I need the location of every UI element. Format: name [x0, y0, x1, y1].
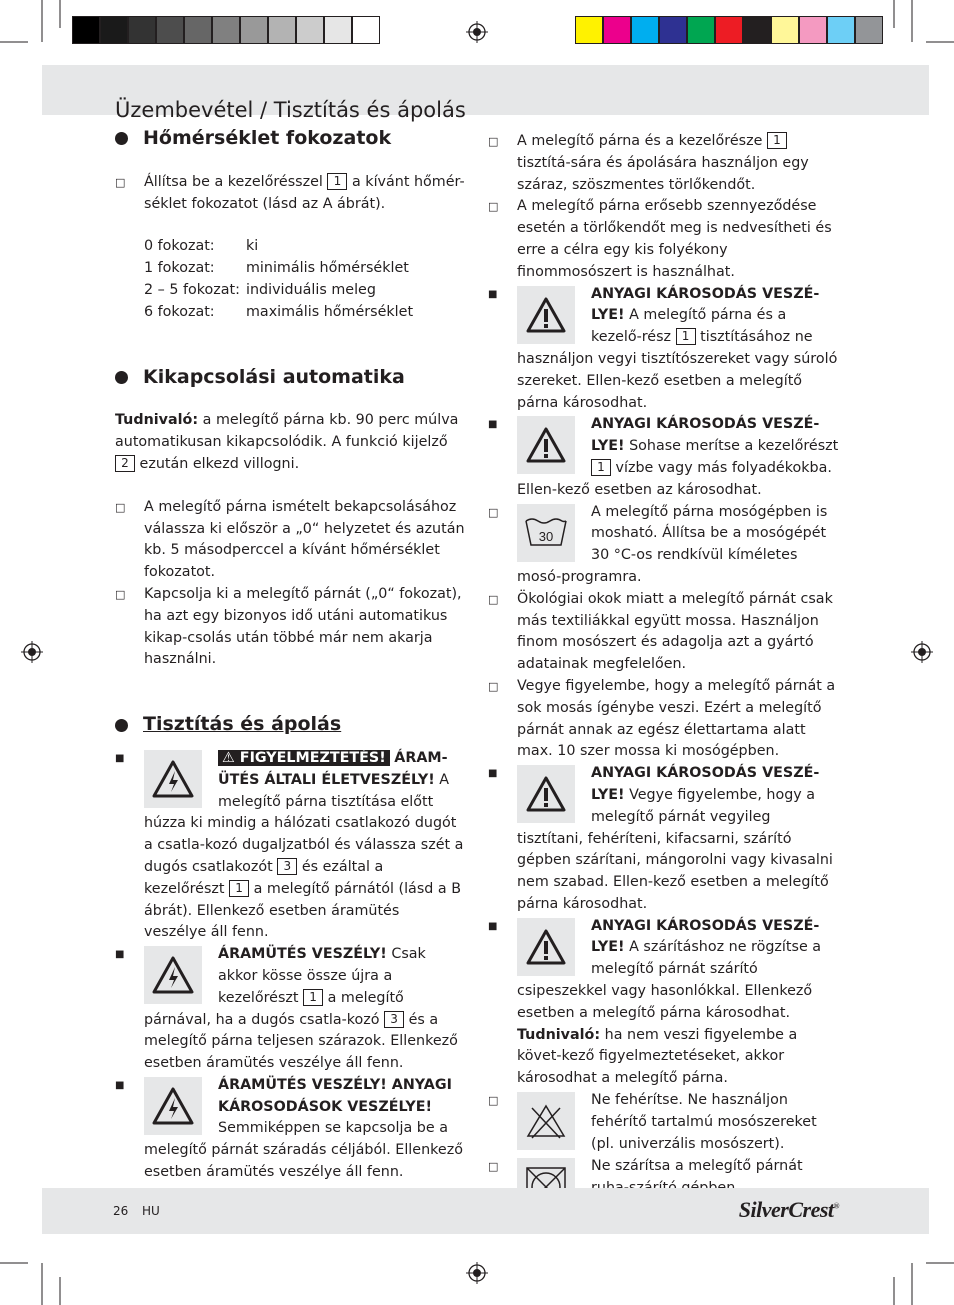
checkbox-icon: □	[488, 200, 499, 214]
square-bullet-icon: ■	[115, 949, 125, 961]
ref-box: 1	[676, 328, 696, 345]
square-bullet-icon: ■	[115, 752, 125, 764]
level-value: individuális meleg	[246, 281, 376, 298]
checkbox-icon: □	[115, 500, 126, 514]
list-item: □ A melegítő párna ismételt bekapcsolásához válassza ki először a „0“ helyzetet és azután kb. 5 másodperccel a kívánt hőmérséklet fokozatot.	[115, 498, 465, 581]
caution-warning-icon	[517, 416, 575, 474]
square-bullet-icon: ■	[488, 288, 498, 300]
list-item: □ Ne szárítsa a melegítő párnát	[517, 1156, 840, 1216]
checkbox-icon: □	[488, 1094, 499, 1108]
square-bullet-icon: ■	[488, 419, 498, 431]
language-code: HU	[142, 1204, 160, 1218]
list-item: □ A melegítő párna és a kezelőrésze 1 tisztítá-sára és ápolására használjon egy száraz, szöszmentes törlőkendőt.	[488, 133, 809, 193]
bullet-dot-icon	[115, 719, 128, 732]
list-item: □ Kapcsolja ki a melegítő párnát („0“ fokozat), ha azt egy bizonyos idő utáni automatikus kikap-csolás után többé már nem akarja használni.	[115, 585, 462, 668]
checkbox-icon: □	[488, 679, 499, 693]
warning-item: ■ ÁRAMÜTÉS VESZÉLY! ANYAGI KÁROSODÁSOK VESZÉLYE! Semmiképpen se kapcsolja be a melegítő párnát száradás céljából. Ellenkező esetben áramütés veszélye áll fenn.	[115, 1076, 463, 1181]
ref-box: 3	[384, 1011, 404, 1028]
brand-logo: SilverCrest®	[738, 1197, 839, 1222]
square-bullet-icon: ■	[115, 1079, 125, 1091]
caution-warning-icon	[517, 765, 575, 823]
checkbox-icon: □	[115, 587, 126, 601]
checkbox-icon: □	[488, 135, 499, 148]
ref-box: 1	[229, 880, 249, 897]
list-item: □ 30 A melegítő párna mosógépben is mosható. Állítsa be a mosógépét 30 °C-os rendkívül kíméletes mosó-programra.	[488, 503, 828, 585]
level-key: 2 – 5 fokozat:	[144, 281, 240, 298]
section-heading-auto-off: Kikapcsolási automatika	[144, 367, 466, 389]
level-key: 0 fokozat:	[144, 238, 215, 255]
checkbox-icon: □	[488, 1160, 499, 1174]
warning-item: ■ ANYAGI KÁROSODÁS VESZÉ-LYE! A szárításhoz ne rögzítse a melegítő párnát szárító csipeszekkel vagy hasonlókkal. Ellenkező esetben a melegítő párna károsodhat. Tudnivaló: ha nem veszi figyelembe a követ-kező figyelmeztetéseket, akkor károsodhat a melegítő párna.	[488, 917, 822, 1087]
electric-shock-warning-icon	[144, 1077, 202, 1135]
list-item: □ Állítsa be a kezelőrésszel 1 a kívánt hőmér-séklet fokozatot (lásd az A ábrát).	[115, 173, 465, 212]
ref-box: 1	[303, 989, 323, 1006]
wash-temp-label: 30	[538, 528, 554, 544]
electric-shock-warning-icon	[144, 750, 202, 808]
ref-box: 1	[767, 132, 787, 149]
caution-warning-icon	[517, 286, 575, 344]
checkbox-icon: □	[115, 175, 126, 189]
temperature-levels-table	[144, 236, 466, 323]
section-heading-cleaning: Tisztítás és ápolás	[144, 714, 466, 736]
warning-item: ■ ANYAGI KÁROSODÁS VESZÉ-LYE! A melegítő párna és a kezelő-rész 1 tisztításához ne használjon vegyi tisztítószereket vagy súroló szereket. Ellen-kező esetben a melegítő párna károsodhat.	[488, 285, 838, 411]
no-bleach-icon	[517, 1092, 575, 1150]
bullet-dot-icon	[115, 371, 128, 384]
square-bullet-icon: ■	[488, 768, 498, 780]
list-item: □ Ne fehérítse. Ne használjon fehérítő tartalmú mosószereket (pl. univerzális mosószert).	[488, 1092, 817, 1152]
warning-item: ■ ANYAGI KÁROSODÁS VESZÉ-LYE! Sohase merítse a kezelőrészt 1 vízbe vagy más folyadékokba. Ellen-kező esetben az károsodhat.	[488, 416, 839, 498]
warning-item: ■ ⚠ FIGYELMEZTETÉS! ÁRAM-ÜTÉS ÁLTALI ÉLETVESZÉLY! A melegítő párna tisztítása előtt húzza ki mindig a hálózati csatlakozó dugót a csatla-kozó dugaljzatból és válassza szét a dugós csatlakozót 3 és ezáltal a kezelőrészt 1 a melegítő párnától (lásd a B ábrát). Ellenkező esetben áramütés veszélye áll fenn.	[115, 749, 464, 941]
list-item: □ Vegye figyelembe, hogy a melegítő párnát a sok mosás ígénybe veszi. Ezért a melegítő párnát annak az egész élettartama alatt max. 10 szer mossa ki mosógépben.	[488, 677, 836, 760]
square-bullet-icon: ■	[488, 920, 498, 932]
list-item: □ A melegítő párna erősebb szennyeződése esetén a törlőkendőt meg is nedvesítheti és erre a célra egy kis folyékony finommosószert is használhat.	[488, 198, 832, 280]
level-value: ki	[246, 238, 259, 255]
note-paragraph: Tudnivaló: a melegítő párna kb. 90 perc múlva automatikusan kikapcsolódik. A funkció kijelző 2 ezután elkezd villogni.	[115, 412, 459, 472]
list-item: □ Ökológiai okok miatt a melegítő párnát csak más textiliákkal együtt mossa. Használjon finom mosószert és adagolja azt a gyártó adatainak megfelelően.	[488, 590, 833, 673]
level-key: 1 fokozat:	[144, 260, 215, 277]
level-value: minimális hőmérséklet	[246, 260, 409, 277]
ref-box: 1	[591, 459, 611, 476]
warning-label: ⚠ FIGYELMEZTETÉS!	[218, 750, 390, 766]
checkbox-icon: □	[488, 505, 499, 519]
section-heading-temperature: Hőmérséklet fokozatok	[144, 128, 466, 150]
level-value: maximális hőmérséklet	[246, 303, 414, 320]
warning-item: ■ ANYAGI KÁROSODÁS VESZÉ-LYE! Vegye figyelembe, hogy a melegítő párnát vegyileg tisztítani, fehéríteni, kifacsarni, szárító gépben szárítani, mángorolni vagy kivasalni nem szabad. Ellen-kező esetben a melegítő párna károsodhat.	[488, 765, 833, 912]
right-column	[488, 131, 840, 1220]
page-title: Üzembevétel / Tisztítás és ápolás	[115, 98, 466, 123]
page-number: 26	[113, 1204, 129, 1218]
caution-warning-icon	[517, 918, 575, 976]
left-column	[115, 127, 466, 1184]
wash-30-icon	[517, 504, 575, 562]
footer-band	[42, 1188, 929, 1234]
checkbox-icon: □	[488, 592, 499, 606]
warning-item: ■ ÁRAMÜTÉS VESZÉLY! Csak akkor kösse össze újra a kezelőrészt 1 a melegítő párnával, ha a dugós csatla-kozó 3 és a melegítő párna teljesen szárazok. Ellenkező esetben áramütés veszélye áll fenn.	[115, 946, 458, 1072]
electric-shock-warning-icon	[144, 946, 202, 1004]
ref-box: 3	[277, 858, 297, 875]
ref-box: 2	[115, 455, 135, 472]
ref-box: 1	[327, 173, 347, 190]
level-key: 6 fokozat:	[144, 303, 215, 320]
